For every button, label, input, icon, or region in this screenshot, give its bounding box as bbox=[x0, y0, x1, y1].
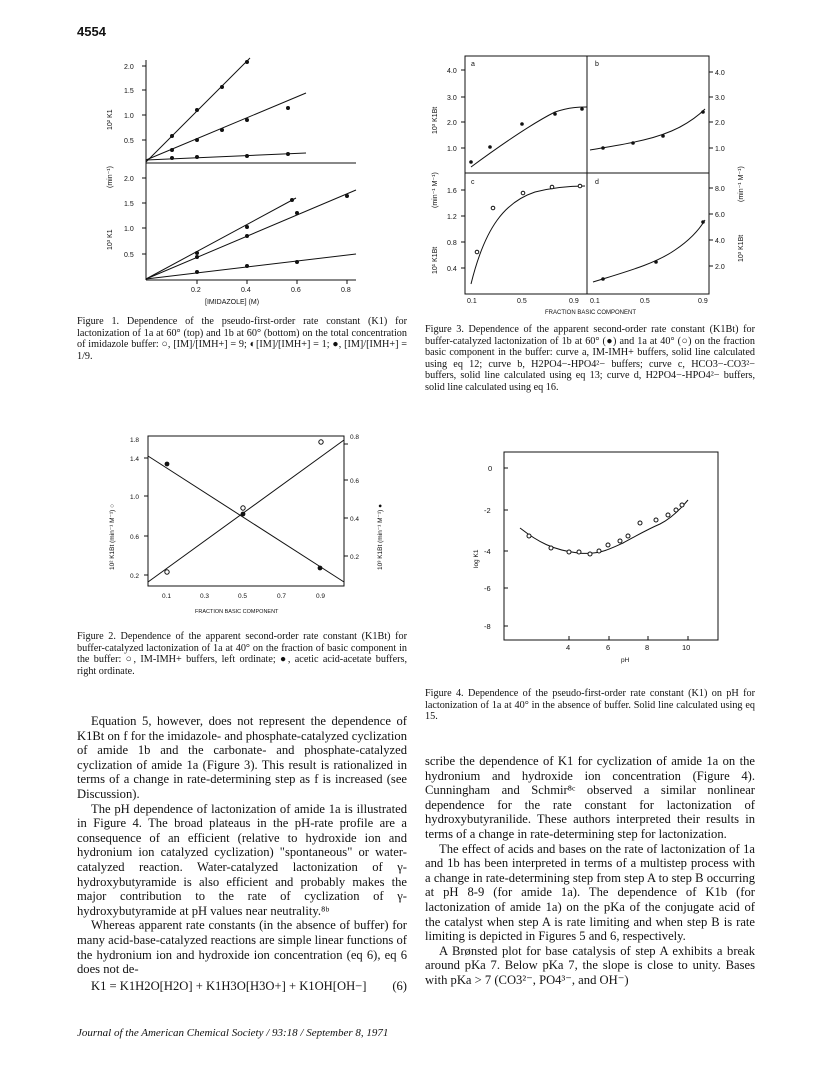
fig1-ylabel-bottom: 10³ K1 bbox=[107, 229, 114, 250]
fig3-xlabel: FRACTION BASIC COMPONENT bbox=[545, 310, 637, 316]
fig3-tick: 1.2 bbox=[447, 214, 457, 221]
fig1-ytick: 2.0 bbox=[124, 176, 134, 183]
fig4-ytick: -2 bbox=[484, 506, 491, 515]
fig3-tick: 0.4 bbox=[447, 266, 457, 273]
fig4-xlabel: pH bbox=[621, 657, 630, 664]
paragraph: A Brønsted plot for base catalysis of step A exhibits a break around pKa 7. Below pKa 7, the slope is close to unity. Bases with pKa > 7 (CO3²⁻, PO4³⁻, and OH⁻) bbox=[425, 943, 755, 987]
fig3-panel-label-b: b bbox=[595, 61, 599, 68]
figure4-plot bbox=[468, 450, 728, 680]
fig3-tick: 4.0 bbox=[715, 70, 725, 77]
fig1-ytick: 1.5 bbox=[124, 88, 134, 95]
fig4-xtick: 10 bbox=[682, 643, 691, 652]
fig3-tick: 2.0 bbox=[447, 120, 457, 127]
fig2-left-tick: 1.8 bbox=[130, 437, 140, 444]
fig1-ytick: 1.0 bbox=[124, 113, 134, 120]
fig1-xtick: 0.2 bbox=[191, 287, 201, 294]
fig2-right-tick: 0.2 bbox=[350, 554, 360, 561]
figure3-caption: Figure 3. Dependence of the apparent second-order rate constant (K1Bt) for buffer-catalyzed lactonization of 1b at 60° (●) and 1a at 40° (○) on the fraction basic component in the buffer: curve a, IM-IMH+ buffers, solid line calculated using eq 12; curve b, H2PO4−-HPO4²− buffers; curve c, HCO3−-CO3²− buffers, solid line calculated using eq 13; curve d, H2PO4−-HPO4²− buffers, solid line calculated using eq 16. bbox=[425, 324, 755, 393]
figure3-plot bbox=[425, 52, 755, 317]
fig3-panel-label-c: c bbox=[471, 179, 475, 186]
fig3-xtick: 0.5 bbox=[517, 298, 527, 305]
fig1-ytick: 0.5 bbox=[124, 252, 134, 259]
paragraph: The pH dependence of lactonization of amide 1a is illustrated in Figure 4. The broad plateaus in the pH-rate profile are a consequence of an efficient (relative to hydroxide ion and hydronium ion catalyzed cyclization) "spontaneous" or water-catalyzed reaction. Water-catalyzed lactonization of γ-hydroxybutyramide is also efficient and probably makes the major contribution to the rate of cyclization of γ-hydroxybutyramide at pH values near neutrality.⁸ᵇ bbox=[77, 801, 407, 918]
fig1-ylabel-top: 10² K1 bbox=[107, 109, 114, 130]
paragraph: Whereas apparent rate constants (in the absence of buffer) for many acid-base-catalyzed reactions are simple linear functions of the hydronium ion and hydroxide ion concentration (eq 6), eq 6 does not de- bbox=[77, 918, 407, 977]
fig3-tick: 4.0 bbox=[447, 68, 457, 75]
fig2-xtick: 0.1 bbox=[162, 593, 172, 600]
fig2-xtick: 0.7 bbox=[277, 593, 287, 600]
fig3-tick: 3.0 bbox=[447, 95, 457, 102]
fig2-left-tick: 0.2 bbox=[130, 573, 140, 580]
fig4-ytick: -6 bbox=[484, 584, 491, 593]
fig3-ylabel: 10³ K1Bt bbox=[738, 234, 745, 262]
fig2-ylabel-right: 10³ K1Bt (min⁻¹ M⁻¹) ● bbox=[377, 503, 384, 570]
fig3-tick: 0.8 bbox=[447, 240, 457, 247]
fig3-tick: 6.0 bbox=[715, 212, 725, 219]
fig2-ylabel-left: 10² K1Bt (min⁻¹ M⁻¹) ○ bbox=[109, 503, 116, 570]
fig3-tick: 1.0 bbox=[715, 146, 725, 153]
fig3-ylabel: 10³ K1Bt bbox=[432, 106, 439, 134]
fig3-ylabel: (min⁻¹ M⁻¹) bbox=[738, 166, 745, 202]
fig3-xtick: 0.1 bbox=[467, 298, 477, 305]
fig1-ytick: 2.0 bbox=[124, 64, 134, 71]
fig1-xtick: 0.6 bbox=[291, 287, 301, 294]
equation-number: (6) bbox=[392, 978, 407, 993]
fig2-right-tick: 0.8 bbox=[350, 434, 360, 441]
fig3-xtick: 0.9 bbox=[698, 298, 708, 305]
fig3-tick: 4.0 bbox=[715, 238, 725, 245]
equation-6 bbox=[77, 979, 407, 994]
fig1-xtick: 0.4 bbox=[241, 287, 251, 294]
fig1-xtick: 0.8 bbox=[341, 287, 351, 294]
fig3-tick: 2.0 bbox=[715, 264, 725, 271]
figure1-caption: Figure 1. Dependence of the pseudo-first-order rate constant (K1) for lactonization of 1a at 60° (top) and 1b at 60° (bottom) on the total concentration of imidazole buffer: ○, [IM]/[IMH+] = 9; ◐[IM]/[IMH+] = 1; ●, [IM]/[IMH+] = 1/9. bbox=[77, 316, 407, 362]
fig3-xtick: 0.9 bbox=[569, 298, 579, 305]
equation-text: K1 = K1H2O[H2O] + K1H3O[H3O+] + K1OH[OH−] bbox=[91, 978, 367, 993]
fig3-tick: 1.0 bbox=[447, 146, 457, 153]
fig4-ytick: -8 bbox=[484, 622, 491, 631]
fig1-ytick: 1.0 bbox=[124, 226, 134, 233]
paragraph: scribe the dependence of K1 for cyclization of amide 1a on the hydronium and hydroxide ion concentration (Figure 4). Cunningham and Schmir⁸ᶜ observed a similar nonlinear dependence for the rate constant for lactonization of hydroxybutyranilide. These authors interpreted their results in terms of a change in rate-determining step for lactonization. bbox=[425, 754, 755, 841]
fig4-xtick: 8 bbox=[645, 643, 650, 652]
fig4-ylabel: log K1 bbox=[473, 549, 480, 568]
fig3-tick: 1.6 bbox=[447, 188, 457, 195]
fig1-ytick: 1.5 bbox=[124, 201, 134, 208]
fig1-xlabel: [IMIDAZOLE] (M) bbox=[205, 299, 260, 306]
fig1-ytick: 0.5 bbox=[124, 138, 134, 145]
fig3-tick: 8.0 bbox=[715, 186, 725, 193]
fig2-xtick: 0.9 bbox=[316, 593, 326, 600]
fig3-panel-label-d: d bbox=[595, 179, 599, 186]
fig1-ylabel-unit: (min⁻¹) bbox=[107, 166, 114, 188]
fig3-tick: 2.0 bbox=[715, 120, 725, 127]
right-column bbox=[425, 754, 755, 988]
fig3-ylabel: (min⁻¹ M⁻¹) bbox=[432, 172, 439, 208]
fig4-ytick: 0 bbox=[488, 464, 493, 473]
fig3-xtick: 0.5 bbox=[640, 298, 650, 305]
figure1-plot bbox=[100, 50, 370, 310]
fig2-xtick: 0.5 bbox=[238, 593, 248, 600]
paragraph: The effect of acids and bases on the rate of lactonization of 1a and 1b has been interpreted in terms of a multistep process with a change in rate-determining step from step A to step B occurring at pH 8-9 (for amide 1a). The dependence of K1b (for lactonization of amide 1a) on the pKa of the conjugate acid of the catalyst when step A is rate limiting and when step B is rate limiting is depicted in Figures 5 and 6, respectively. bbox=[425, 841, 755, 944]
fig4-xtick: 4 bbox=[566, 643, 571, 652]
fig2-xtick: 0.3 bbox=[200, 593, 210, 600]
journal-footer: Journal of the American Chemical Society / 93:18 / September 8, 1971 bbox=[77, 1027, 389, 1039]
fig2-left-tick: 0.6 bbox=[130, 534, 140, 541]
fig3-xtick: 0.1 bbox=[590, 298, 600, 305]
fig2-xlabel: FRACTION BASIC COMPONENT bbox=[195, 609, 279, 615]
fig4-ytick: -4 bbox=[484, 547, 491, 556]
page-number: 4554 bbox=[77, 24, 106, 39]
fig3-tick: 3.0 bbox=[715, 95, 725, 102]
figure4-caption: Figure 4. Dependence of the pseudo-first-order rate constant (K1) on pH for lactonization of 1a at 40° in the absence of buffer. Solid line calculated using eq 15. bbox=[425, 688, 755, 723]
figure2-caption: Figure 2. Dependence of the apparent second-order rate constant (K1Bt) for buffer-catalyzed lactonization of 1a at 40° on the fraction of basic component in the buffer: ○, IM-IMH+ buffers, left ordinate; ●, acetic acid-acetate buffers, right ordinate. bbox=[77, 631, 407, 677]
left-column bbox=[77, 714, 407, 993]
fig2-right-tick: 0.6 bbox=[350, 478, 360, 485]
fig3-ylabel: 10¹ K1Bt bbox=[432, 246, 439, 274]
fig2-right-tick: 0.4 bbox=[350, 516, 360, 523]
fig2-left-tick: 1.0 bbox=[130, 494, 140, 501]
paragraph: Equation 5, however, does not represent the dependence of K1Bt on f for the imidazole- and phosphate-catalyzed cyclization of amide 1b and the carbonate- and phosphate-catalyzed cyclization of amide 1a (Figure 3). This result is rationalized in terms of a change in rate-determining step as f is increased (see Discussion). bbox=[77, 714, 407, 801]
fig2-left-tick: 1.4 bbox=[130, 456, 140, 463]
fig4-xtick: 6 bbox=[606, 643, 611, 652]
fig3-panel-label-a: a bbox=[471, 61, 475, 68]
figure2-plot bbox=[100, 430, 390, 630]
